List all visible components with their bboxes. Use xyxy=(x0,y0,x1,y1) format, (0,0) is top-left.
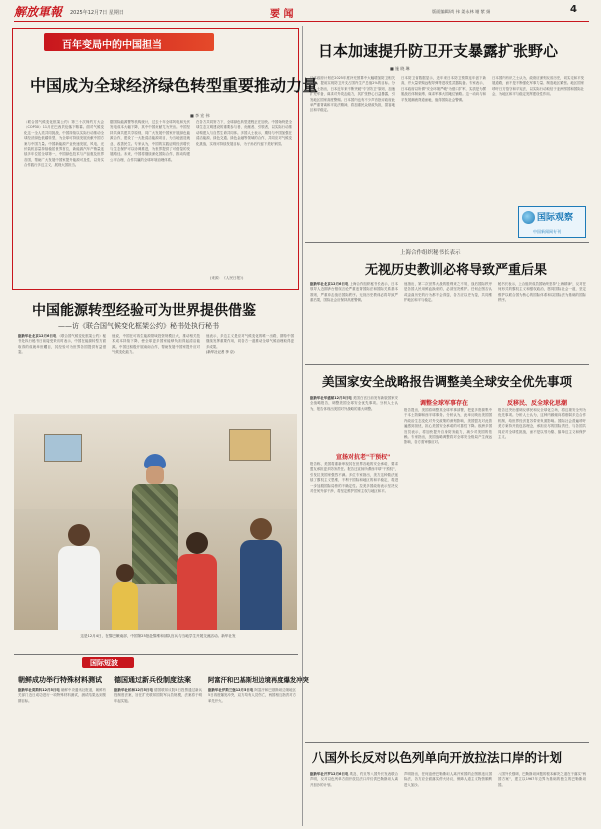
brief-body-1: 据新华社莫斯科12月5日电 朝鲜中央通讯社报道，朝鲜有关部门近日成功进行一项特殊材料测试，测试结果达到预期目标。 xyxy=(18,688,106,703)
sco-headline: 无视历史教训必将导致严重后果 xyxy=(365,263,548,278)
japan-body-col-3: 日本国内有识之士认为，政府应深刻反省历史，切实走和平发展道路，而不是不断强化军事力量、制造地区紧张。地区国家呼吁日方恪守和平宪法，以实际行动取信于亚洲邻国和国际社会，为地区和平与稳定发挥建设性作用。 xyxy=(492,76,584,97)
japan-byline: ■ 施 晓 琳 xyxy=(390,66,410,71)
eight-fm-body-col-2: 声明指出，任何迫使巴勒斯坦人离开家园的企图都违反国际法，各方应全面落实停火协议，保障人道主义物资顺利进入加沙。 xyxy=(404,772,492,787)
lead-body-col-3: 在各方共同努力下，全球绿色转型进程正在加快。中国始终是全球生态文明建设的重要参与者、贡献者、引领者，以实际行动推动构建人与自然生命共同体。多国人士表示，期待与中国加强在清洁能源、绿色交通、绿色金融等领域的合作，共同应对气候变化挑战，实现可持续发展目标，为子孙后代留下美好家园。 xyxy=(196,120,292,146)
sco-body-col-1: 据新华社北京12月6日电 上海合作组织秘书长表示，日本领导人近期涉台错误言论严重违背国际法和国际关系基本准则，严重冲击战后国际秩序。无视历史教训必将导致严重后果，国际社会应保持高度警惕。 xyxy=(310,282,398,303)
brief-title-1: 朝鲜成功举行特殊材料测试 xyxy=(18,675,102,684)
brief-body-3: 据新华社伊斯兰堡12月5日电 阿富汗和巴基斯坦边境地区5日再度爆发冲突，双方均有人员伤亡，两国相互指责对方率先开火。 xyxy=(208,688,296,703)
photo-caption: 这是12月4日，在黎巴嫩南部，中国第25批赴黎维和部队官兵与当地学生开展交流活动。新华社发 xyxy=(80,634,236,638)
masthead-rule xyxy=(14,21,589,22)
energy-headline: 中国能源转型经验可为世界提供借鉴 xyxy=(32,303,256,319)
child-body xyxy=(112,582,138,630)
divider-sco xyxy=(305,242,589,243)
lead-body-col-1: （联合国气候变化框架公约）第三十次缔约方大会（COP30）11月在巴西贝伦落下帷幕。面对气候变化这一全人类共同挑战，中国持续以实际行动推动全球经济绿色低碳转型，为全球可持续发展贡献中国方案与中国力量。中国新能源产业快速发展，风电、光伏装机容量持续稳居世界首位，新能源汽车产销量连续多年位居全球第一，中国绿色技术与产品惠及世界各国，帮助广大发展中国家提升能源可及性，以务实合作践行多边主义，展现大国担当。 xyxy=(24,120,104,168)
child-body xyxy=(240,540,282,630)
child-body xyxy=(58,546,100,630)
us-body-col-2: 报告提出，美国将调整其全球军事部署，把更多资源集中于本土防御和西半球事务。分析认为，此举反映出美国国内政治生态变化对外交政策的深刻影响，美国盟友对此普遍感到担忧，担心美国安全承诺的可靠性下降。欧洲多国官员表示，将加快提升自身防务能力，减少对美国的依赖。专家指出，美国战略调整将对全球安全格局产生深远影响，各方需审慎应对。 xyxy=(404,408,492,445)
badge-subtitle: 中国新闻网专刊 xyxy=(533,229,561,234)
issue-date: 2025年12月7日 星期日 xyxy=(70,10,124,16)
energy-body-col-3: 他表示，多边主义是应对气候变化的唯一出路，期待中国继续发挥重要作用，同各方一道推动全球气候治理取得更多成果。 (新华社记者 李 京) xyxy=(206,334,294,355)
sco-body-col-3: 秘书长表示，上合组织成员国始终坚持"上海精神"，反对任何形式的霸权主义和强权政治，愿同国际社会一道，坚定维护以联合国为核心的国际体系和以国际法为基础的国际秩序。 xyxy=(498,282,586,303)
brief-body-2: 据新华社柏林12月5日电 德国联邦议院5日投票通过新兵役制度法案，旨在扩充联邦国防军兵员规模，法案将于明年起实施。 xyxy=(114,688,202,703)
energy-subhead: ——访《联合国气候变化框架公约》秘书处执行秘书 xyxy=(58,322,219,330)
lead-body-col-2: 据国际能源署等机构统计，过去十年全球风电和光伏发电成本大幅下降，其中中国贡献尤为突出。中国坚持共商共建共享原则，同广大发展中国家开展绿色能源合作，建设了一大批清洁能源项目，为当地创造就业、改善民生。专家认为，中国的实践证明经济增长与生态保护可以协调推进，为世界提供了可借鉴的发展路径。未来，中国将继续深化国际合作，推动构建公平合理、合作共赢的全球环境治理体系。 xyxy=(110,120,190,162)
soldier-face xyxy=(146,466,164,484)
column-badge xyxy=(518,206,586,238)
energy-dateline: 据新华社北京12月6日电 xyxy=(18,334,57,338)
brief-title-2: 德国通过新兵役制度法案 xyxy=(114,675,191,684)
brief-dateline-1: 据新华社莫斯科12月5日电 xyxy=(18,688,60,692)
eight-fm-body-col-1: 据新华社开罗12月6日电 埃及、约旦等八国外长发表联合声明，反对以色列单方面开放拉法口岸仅供巴勒斯坦人离开加沙的计划。 xyxy=(310,772,398,787)
energy-byline: (新华社记者 李 京) xyxy=(206,350,235,355)
divider-us xyxy=(305,364,589,365)
photo-poster xyxy=(44,434,82,462)
japan-body-col-1: 日本政府计划在2025年度补充预算中大幅增加防卫相关经费，提前实现防卫开支占国内生产总值2%的目标。分析人士指出，日本近年来不断突破"专守防卫"原则，加速扩充军备，谋求对外攻击能力，其扩张野心日益暴露，引发地区国家高度警惕。日本国内也有不少声音批评政府此举严重背离和平宪法精神，将加重民众财政负担，损害地区和平稳定。 xyxy=(310,76,395,113)
energy-body-col-1: 据新华社北京12月6日电 《联合国气候变化框架公约》秘书处执行秘书日前接受采访时表示，中国在能源转型方面取得的成就举世瞩目，其经验可为世界各国提供有益借鉴。 xyxy=(18,334,106,355)
badge-title: 国际观察 xyxy=(537,213,574,223)
eight-fm-dateline: 据新华社开罗12月6日电 xyxy=(310,772,349,776)
badge-globe-icon xyxy=(522,211,535,224)
child-head xyxy=(186,532,208,554)
us-subhead-military: 调整全球军事存在 xyxy=(420,400,469,407)
photo-poster-2 xyxy=(229,429,271,461)
child-head xyxy=(116,564,134,582)
japan-body-col-2: 日本防卫省数据显示，近年来日本防卫预算连年创下新高，并大量采购远程导弹等进攻性武器装备。专家表示，日本政府以所谓"安全环境严峻"为借口扩军，实质是为摆脱战后体制束缚、谋求军事大国地位铺路。这一动向与和平发展潮流背道而驰，值得国际社会警惕。 xyxy=(401,76,486,102)
child-figure-center xyxy=(174,532,220,630)
eight-fm-body-col-3: 八国外长强调，巴勒斯坦问题的根本解决之道在于落实"两国方案"，建立以1967年边界为基础的独立的巴勒斯坦国。 xyxy=(498,772,586,787)
us-body-col-3: 报告还突出强调反移民和反全球化立场，将边境安全列为优先事项。分析人士认为，这种内顾倾向将削弱多边合作机制，给世界经济复苏带来负面影响。国际社会普遍呼吁美方秉持开放包容理念，承担应尽的国际责任，与各国共同应对全球性挑战，而不是以邻为壑、搞单边主义和保护主义。 xyxy=(498,408,586,440)
masthead xyxy=(0,0,601,24)
child-figure-right xyxy=(236,518,286,630)
child-figure-left xyxy=(54,524,104,630)
child-head xyxy=(68,524,90,546)
eight-fm-headline: 八国外长反对以色列单向开放拉法口岸的计划 xyxy=(312,750,563,765)
us-body-col-1: 据新华社华盛顿12月5日电 美国白宫日前发布新版国家安全战略报告，调整美国全球安全优先事项。分析人士认为，报告体现出美国对外战略的重大调整。 xyxy=(310,396,398,411)
child-figure-small xyxy=(110,564,140,630)
divider-eight-fm xyxy=(305,742,589,743)
sco-kicker: 上海合作组织秘书长表示 xyxy=(400,250,461,256)
newspaper-logo: 解放軍報 xyxy=(14,5,63,19)
section-title: 要 闻 xyxy=(270,9,294,20)
brief-dateline-3: 据新华社伊斯兰堡12月5日电 xyxy=(208,688,254,692)
divider-brief xyxy=(14,654,298,655)
brief-title-3: 阿富汗和巴基斯坦边境再度爆发冲突 xyxy=(208,677,309,684)
us-body-col-1b: 报告称，美国将重新审视其在世界各地的安全承诺，要求盟友承担更多防务责任。报告还宣扬所谓西半球"干预权"，引发拉美国家强烈不满。多位专家指出，美方这种做法延续了霸权主义思维，不利于国际和地区的和平稳定，将进一步加剧国际局势的不确定性。拉美多国政府表示坚决反对任何外部干涉，将坚定维护国家主权与地区和平。 xyxy=(310,462,398,494)
page-editors: 版面编辑/尚 伟 姜永林 谢 紫 娟 xyxy=(432,9,491,14)
brief-label: 国际短波 xyxy=(90,659,118,667)
us-subhead-antiglobal: 反移民、反全球化思潮 xyxy=(507,400,568,407)
us-subhead-intervention: 宣扬对抗老"干预权" xyxy=(336,454,391,461)
us-dateline: 据新华社华盛顿12月5日电 xyxy=(310,396,352,400)
sco-body-col-2: 他指出，第二次世界大战的胜利来之不易，战后国际秩序是各国人民用鲜血换来的，必须坚决维护。任何企图否认或歪曲历史的行为都不会得逞，各方应以史为鉴，共同维护地区和平与稳定。 xyxy=(404,282,492,303)
brief-dateline-2: 据新华社柏林12月5日电 xyxy=(114,688,153,692)
lead-headline: 中国成为全球经济绿色转型重要推动力量 xyxy=(30,76,319,95)
sco-dateline: 据新华社北京12月6日电 xyxy=(310,282,349,286)
child-head xyxy=(250,518,272,540)
banner-label: 百年变局中的中国担当 xyxy=(62,40,162,51)
lead-source: (来源：《人民日报》) xyxy=(210,276,244,280)
child-body xyxy=(177,554,217,630)
lead-byline: ■ 李 宏 伟 xyxy=(190,113,210,118)
us-headline: 美国家安全战略报告调整美全球安全优先事项 xyxy=(322,374,573,389)
peacekeeping-photo xyxy=(14,414,297,630)
page-number: 4 xyxy=(570,4,577,15)
energy-body-col-2: 他说，中国在可再生能源领域投资规模巨大，推动相关技术成本持续下降，使全球更多国家能够负担得起清洁能源。中国还积极开展南南合作，帮助发展中国家提升应对气候变化能力。 xyxy=(112,334,200,355)
japan-headline: 日本加速提升防卫开支暴露扩张野心 xyxy=(318,42,559,60)
column-divider xyxy=(302,26,303,826)
